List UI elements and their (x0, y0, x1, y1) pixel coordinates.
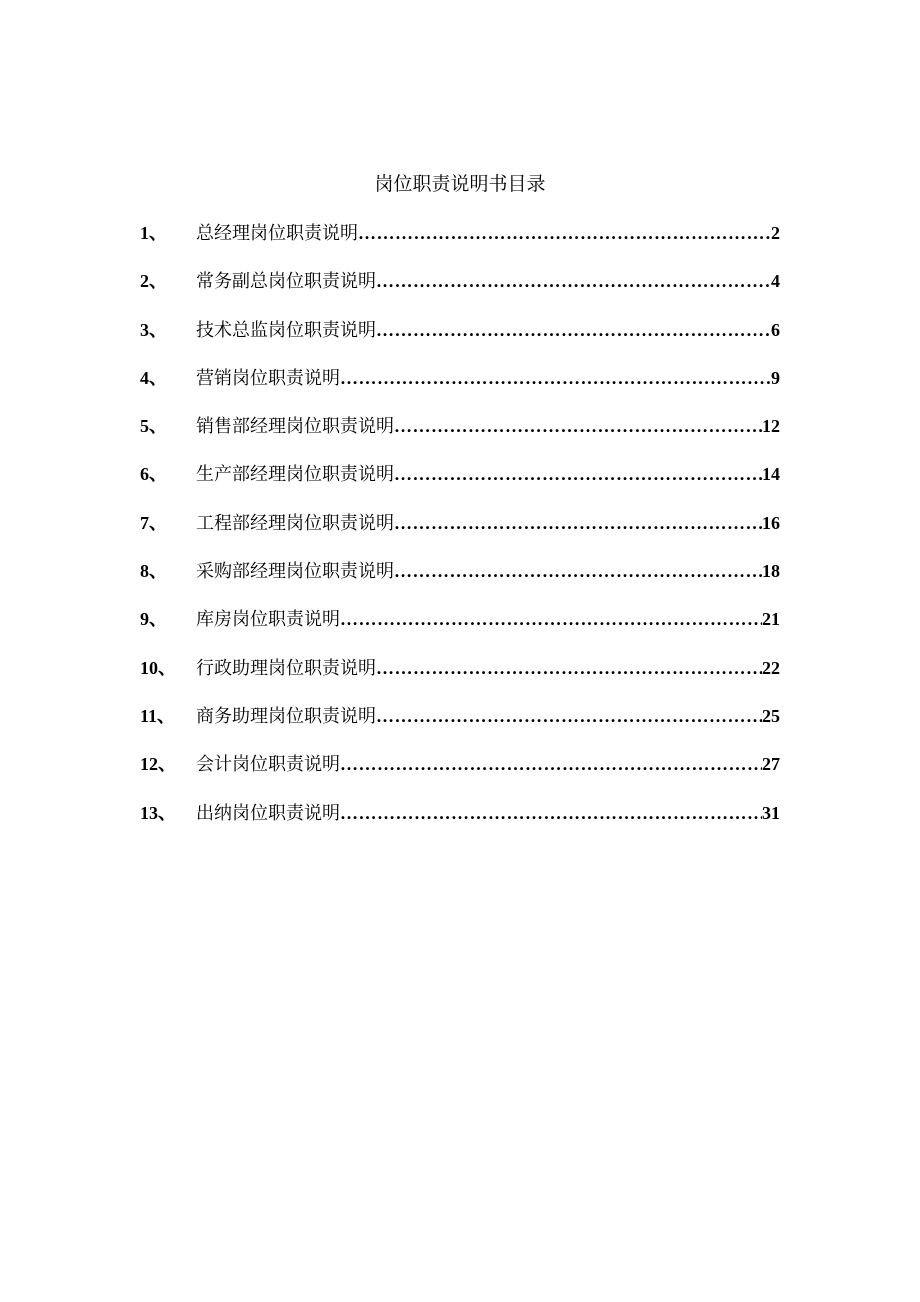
toc-dot-leader (340, 604, 762, 634)
toc-dot-leader (394, 508, 762, 538)
toc-entry[interactable] (140, 798, 780, 846)
toc-entry-number: 1、 (140, 223, 167, 243)
toc-entry[interactable] (140, 266, 780, 314)
toc-dot-leader (394, 411, 762, 441)
toc-dot-leader (340, 798, 762, 828)
toc-dot-leader (376, 315, 771, 345)
toc-entry-page: 21 (762, 609, 780, 630)
toc-entry-page: 9 (771, 367, 780, 388)
toc-entry-number: 11、 (140, 705, 176, 726)
toc-entry-title: 技术总监岗位职责说明 (196, 319, 376, 341)
toc-entry-page: 16 (762, 512, 780, 533)
toc-entry-number: 5、 (140, 416, 167, 437)
toc-entry[interactable] (140, 508, 780, 556)
toc-entry-page: 2 (771, 223, 780, 243)
toc-entry[interactable] (140, 701, 780, 749)
toc-entry-title: 会计岗位职责说明 (196, 754, 340, 776)
toc-entry-number: 10、 (140, 657, 176, 678)
toc-dot-leader (358, 218, 771, 248)
toc-entry[interactable] (140, 653, 780, 701)
toc-entry-page: 25 (762, 705, 780, 726)
toc-entry-title: 行政助理岗位职责说明 (196, 657, 376, 679)
toc-entry[interactable] (140, 363, 780, 411)
toc-dot-leader (340, 749, 762, 779)
toc-entry-title: 工程部经理岗位职责说明 (196, 512, 394, 534)
toc-entry-number: 4、 (140, 367, 167, 388)
toc-entry-title: 出纳岗位职责说明 (196, 802, 340, 824)
toc-entry-number: 2、 (140, 271, 167, 292)
toc-entry-title: 常务副总岗位职责说明 (196, 271, 376, 293)
toc-entry[interactable] (140, 218, 780, 266)
toc-entry-page: 22 (762, 657, 780, 678)
toc-entry-number: 8、 (140, 561, 167, 582)
toc-entry-title: 采购部经理岗位职责说明 (196, 561, 394, 583)
toc-entry-title: 营销岗位职责说明 (196, 367, 340, 389)
toc-entry[interactable] (140, 315, 780, 363)
toc-dot-leader (376, 266, 771, 296)
toc-entry[interactable] (140, 459, 780, 507)
toc-entry-number: 3、 (140, 319, 167, 340)
toc-entry[interactable] (140, 749, 780, 797)
table-of-contents (140, 218, 780, 846)
toc-dot-leader (376, 701, 762, 731)
toc-entry[interactable] (140, 604, 780, 652)
toc-entry-number: 12、 (140, 754, 176, 775)
toc-entry-title: 商务助理岗位职责说明 (196, 705, 376, 727)
toc-entry-page: 18 (762, 561, 780, 582)
toc-dot-leader (394, 459, 762, 489)
toc-entry-page: 14 (762, 464, 780, 485)
toc-entry-title: 生产部经理岗位职责说明 (196, 464, 394, 486)
toc-entry-number: 6、 (140, 464, 167, 485)
toc-entry-page: 27 (762, 754, 780, 775)
toc-entry[interactable] (140, 556, 780, 604)
toc-dot-leader (394, 556, 762, 586)
toc-entry-title: 销售部经理岗位职责说明 (196, 416, 394, 438)
toc-entry-page: 31 (762, 802, 780, 823)
toc-entry[interactable] (140, 411, 780, 459)
toc-entry-page: 4 (771, 271, 780, 292)
page-title: 岗位职责说明书目录 (374, 173, 546, 195)
toc-entry-page: 12 (762, 416, 780, 437)
toc-entry-page: 6 (771, 319, 780, 340)
toc-entry-number: 9、 (140, 609, 167, 630)
toc-entry-number: 13、 (140, 802, 176, 823)
toc-entry-title: 库房岗位职责说明 (196, 609, 340, 631)
toc-entry-number: 7、 (140, 512, 167, 533)
toc-dot-leader (340, 363, 771, 393)
toc-entry-title: 总经理岗位职责说明 (196, 223, 358, 244)
toc-dot-leader (376, 653, 762, 683)
